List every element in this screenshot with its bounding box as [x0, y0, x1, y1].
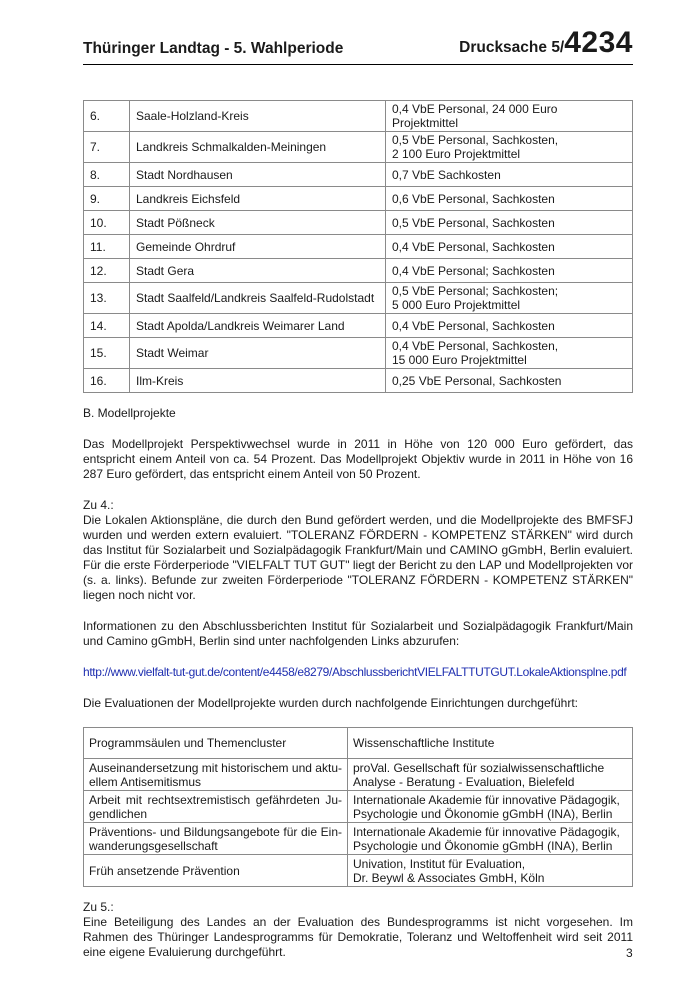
zu5-paragraph: Eine Beteiligung des Landes an der Evaluation des Bundesprogramms ist nicht vorgesehen. Im Rahmen des Thüringer Landesprogramms für Demokratie, Toleranz und Weltoffenheit wird seit 2011 eine eigene Evaluierung durchgeführt. — [83, 915, 633, 959]
page-content — [83, 100, 633, 960]
section-b-paragraph: Das Modellprojekt Perspektivwechsel wurde in 2011 in Höhe von 120 000 Euro gefördert, das entspricht einem Anteil von ca. 54 Prozent. Das Modellprojekt Objektiv wurde in 2011 in Höhe von 16 287 Euro gefördert, das entspricht einem Anteil von 50 Prozent. — [83, 437, 633, 481]
funding-cell — [386, 132, 633, 163]
row-number: 6. — [84, 101, 130, 132]
drucksache-digits: 4234 — [564, 26, 633, 59]
table-row — [84, 314, 633, 338]
table-row — [84, 855, 633, 887]
column-header: Programmsäulen und Themencluster — [84, 728, 348, 759]
institute-line: proVal. Gesellschaft für sozialwissenschaftliche — [353, 760, 605, 775]
district-name: Stadt Pößneck — [130, 211, 386, 235]
institute-cell — [348, 759, 633, 791]
district-name: Landkreis Eichsfeld — [130, 187, 386, 211]
district-name: Landkreis Schmalkalden-Meiningen — [130, 132, 386, 163]
district-funding-table — [83, 100, 633, 393]
evaluation-intro: Die Evaluationen der Modellprojekte wurden durch nachfolgende Einrichtungen durchgeführt: — [83, 696, 578, 710]
evaluation-institutes-table — [83, 727, 633, 887]
zu4-paragraph: Die Lokalen Aktionspläne, die durch den Bund gefördert werden, und die Modellprojekte des BMFSFJ wurden und werden extern evaluiert. "TOLERANZ FÖRDERN - KOMPETENZ STÄRKEN" wird durch das Institut für Sozialarbeit und Sozialpädagogik Frankfurt/Main und CAMINO gGmbH, Berlin evaluiert. Für die erste Förderperiode "VIELFALT TUT GUT" liegt der Bericht zu den LAP und Modellprojekten vor (s. a. links). Befunde zur zweiten Förderperiode "TOLERANZ FÖRDERN - KOMPETENZ STÄRKEN" liegen noch nicht vor. — [83, 513, 633, 602]
district-name: Stadt Weimar — [130, 338, 386, 369]
row-number: 9. — [84, 187, 130, 211]
funding-cell: 0,25 VbE Personal, Sachkosten — [386, 369, 633, 393]
district-name: Saale-Holzland-Kreis — [130, 101, 386, 132]
program-pillar-cell: Früh ansetzende Prävention — [84, 855, 348, 887]
institute-line: Dr. Beywl & Associates GmbH, Köln — [353, 870, 545, 885]
funding-line: 2 100 Euro Projektmittel — [392, 147, 521, 161]
column-header: Wissenschaftliche Institute — [348, 728, 633, 759]
table-row — [84, 132, 633, 163]
table-row — [84, 369, 633, 393]
district-name: Stadt Apolda/Landkreis Weimarer Land — [130, 314, 386, 338]
section-b-heading: B. Modellprojekte — [83, 406, 176, 420]
funding-line: 0,5 VbE Personal; Sachkosten; — [392, 284, 559, 298]
funding-cell: 0,4 VbE Personal; Sachkosten — [386, 259, 633, 283]
institute-line: Psychologie und Ökonomie gGmbH (INA), Berlin — [353, 806, 613, 821]
table-header-row — [84, 728, 633, 759]
program-pillar-cell: Arbeit mit rechtsextremistisch gefährdeten Jugendlichen — [84, 791, 348, 823]
table-row — [84, 211, 633, 235]
drucksache-label: Drucksache 5/ — [459, 39, 565, 56]
table-row — [84, 259, 633, 283]
table-row — [84, 759, 633, 791]
table-row — [84, 338, 633, 369]
institute-line: Analyse - Beratung - Evaluation, Bielefeld — [353, 774, 575, 789]
program-pillar-cell: Auseinandersetzung mit historischem und aktuellem Antisemitismus — [84, 759, 348, 791]
row-number: 16. — [84, 369, 130, 393]
zu4-link-line — [83, 665, 633, 680]
funding-cell — [386, 283, 633, 314]
row-number: 14. — [84, 314, 130, 338]
table-row — [84, 163, 633, 187]
drucksache-number — [459, 26, 633, 60]
row-number: 13. — [84, 283, 130, 314]
funding-cell: 0,6 VbE Personal, Sachkosten — [386, 187, 633, 211]
header-title: Thüringer Landtag - 5. Wahlperiode — [83, 40, 344, 57]
zu4-label: Zu 4.: — [83, 498, 114, 512]
funding-cell: 0,7 VbE Sachkosten — [386, 163, 633, 187]
row-number: 12. — [84, 259, 130, 283]
funding-line: 0,4 VbE Personal, Sachkosten, — [392, 339, 559, 353]
institute-cell — [348, 855, 633, 887]
institute-line: Internationale Akademie für innovative Pädagogik, — [353, 824, 620, 839]
zu5-label: Zu 5.: — [83, 900, 114, 914]
institute-cell — [348, 823, 633, 855]
table-row — [84, 823, 633, 855]
funding-cell: 0,4 VbE Personal, Sachkosten — [386, 235, 633, 259]
institute-line: Internationale Akademie für innovative Pädagogik, — [353, 792, 620, 807]
abschlussbericht-link[interactable]: http://www.vielfalt-tut-gut.de/content/e4458/e8279/AbschlussberichtVIELFALTTUTGUT.LokaleAktionsplne.pdf — [83, 665, 627, 679]
district-name: Stadt Gera — [130, 259, 386, 283]
institute-line: Psychologie und Ökonomie gGmbH (INA), Berlin — [353, 838, 613, 853]
program-pillar-cell: Präventions- und Bildungsangebote für die Einwanderungsgesellschaft — [84, 823, 348, 855]
funding-cell: 0,5 VbE Personal, Sachkosten — [386, 211, 633, 235]
table-row — [84, 791, 633, 823]
table-row — [84, 283, 633, 314]
district-name: Stadt Saalfeld/Landkreis Saalfeld-Rudolstadt — [130, 283, 386, 314]
table-row — [84, 187, 633, 211]
row-number: 8. — [84, 163, 130, 187]
row-number: 15. — [84, 338, 130, 369]
row-number: 10. — [84, 211, 130, 235]
funding-line: 5 000 Euro Projektmittel — [392, 298, 521, 312]
district-name: Stadt Nordhausen — [130, 163, 386, 187]
table-row — [84, 101, 633, 132]
row-number: 7. — [84, 132, 130, 163]
table-row — [84, 235, 633, 259]
funding-cell: 0,4 VbE Personal, Sachkosten — [386, 314, 633, 338]
institute-cell — [348, 791, 633, 823]
district-name: Ilm-Kreis — [130, 369, 386, 393]
row-number: 11. — [84, 235, 130, 259]
funding-line: 0,5 VbE Personal, Sachkosten, — [392, 133, 559, 147]
funding-cell: 0,4 VbE Personal, 24 000 Euro Projektmittel — [386, 101, 633, 132]
institute-line: Univation, Institut für Evaluation, — [353, 856, 526, 871]
funding-line: 15 000 Euro Projektmittel — [392, 353, 527, 367]
funding-cell — [386, 338, 633, 369]
page-header — [83, 26, 633, 65]
zu4-info-paragraph: Informationen zu den Abschlussberichten Institut für Sozialarbeit und Sozialpädagogik Frankfurt/Main und Camino gGmbH, Berlin sind unter nachfolgenden Links abzurufen: — [83, 619, 633, 648]
district-name: Gemeinde Ohrdruf — [130, 235, 386, 259]
page-number: 3 — [626, 946, 633, 960]
